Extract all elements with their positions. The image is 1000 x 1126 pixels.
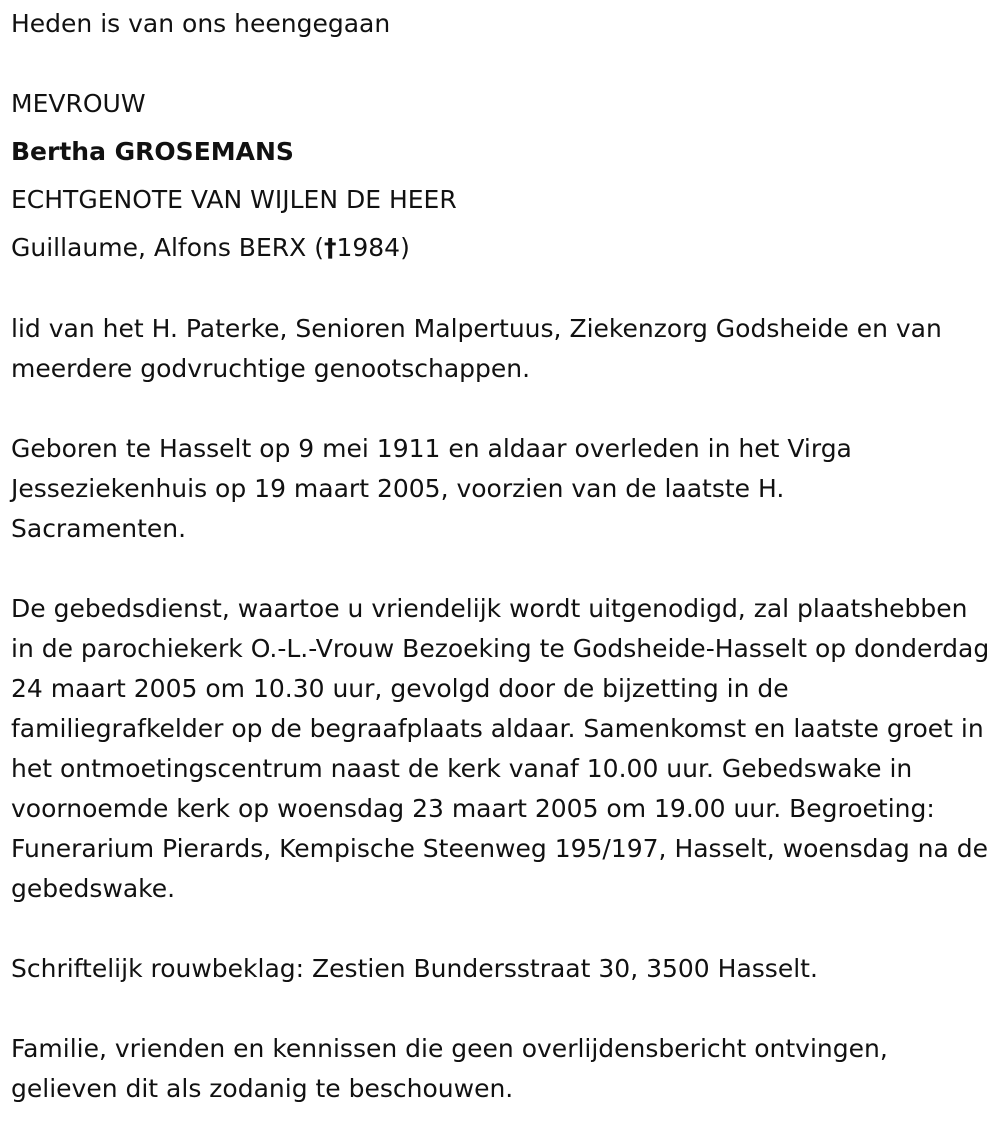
cross-icon: † <box>323 233 337 262</box>
spouse-death-year: 1984) <box>336 233 410 262</box>
deceased-name: Bertha GROSEMANS <box>11 137 294 166</box>
membership-paragraph: lid van het H. Paterke, Senioren Malpertuus, Ziekenzorg Godsheide en van meerdere godvruchtige genootschappen. <box>11 314 942 383</box>
honorific-title: MEVROUW <box>11 89 146 118</box>
intro-text: Heden is van ons heengegaan <box>11 9 391 38</box>
spouse-name-line <box>11 228 410 268</box>
closing-paragraph: Familie, vrienden en kennissen die geen overlijdensbericht ontvingen, gelieven dit als zodanig te beschouwen. <box>11 1034 888 1103</box>
spouse-name: Guillaume, Alfons BERX ( <box>11 233 324 262</box>
condolences-paragraph: Schriftelijk rouwbeklag: Zestien Bundersstraat 30, 3500 Hasselt. <box>11 954 818 983</box>
birth-death-paragraph: Geboren te Hasselt op 9 mei 1911 en aldaar overleden in het Virga Jesseziekenhuis op 19 maart 2005, voorzien van de laatste H. Sacramenten. <box>11 434 852 543</box>
service-paragraph: De gebedsdienst, waartoe u vriendelijk wordt uitgenodigd, zal plaatshebben in de parochiekerk O.-L.-Vrouw Bezoeking te Godsheide-Hasselt op donderdag 24 maart 2005 om 10.30 uur, gevolgd door de bijzetting in de familiegrafkelder op de begraafplaats aldaar. Samenkomst en laatste groet in het ontmoetingscentrum naast de kerk vanaf 10.00 uur. Gebedswake in voornoemde kerk op woensdag 23 maart 2005 om 19.00 uur. Begroeting: Funerarium Pierards, Kempische Steenweg 195/197, Hasselt, woensdag na de gebedswake. <box>11 594 990 903</box>
spouse-title: ECHTGENOTE VAN WIJLEN DE HEER <box>11 185 457 214</box>
